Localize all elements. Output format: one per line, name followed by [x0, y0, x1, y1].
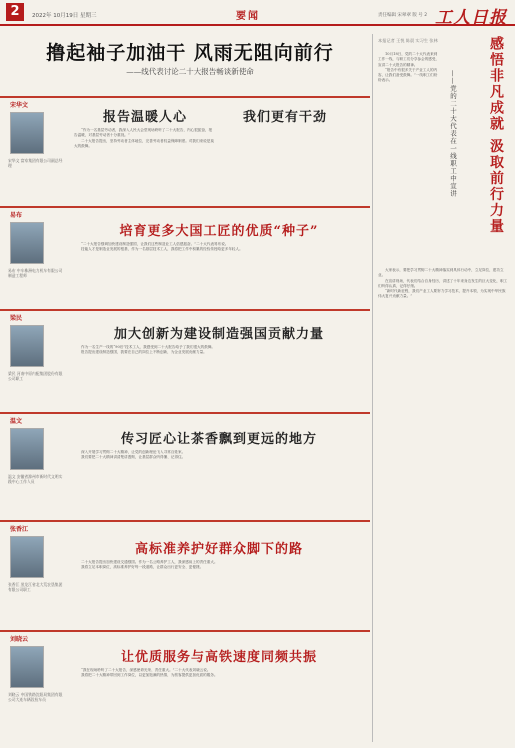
main-headline: 撸起袖子加油干 风雨无阻向前行: [46, 42, 334, 64]
section-title: 加大创新为建设制造强国贡献力量: [113, 327, 324, 342]
section-body: [74, 345, 362, 409]
section-block: [0, 96, 370, 206]
portrait-photo: [10, 428, 44, 470]
section-person-name: 易布: [10, 212, 23, 219]
section-title: 传习匠心让茶香飘到更远的地方: [120, 432, 317, 447]
section-person-name: 温文: [10, 418, 23, 425]
section-person-name: 刘晓云: [10, 636, 29, 643]
portrait-photo: [10, 325, 44, 367]
body-paragraph: “我在现场聆听了二十大报告，深感使命光荣、责任重大。”二十大代表刘晓云说。: [81, 668, 211, 672]
body-paragraph: 大家表示，要把学习贯彻二十大精神落实到具体行动中，立足岗位，建功立业。: [378, 268, 504, 278]
main-subheadline: ——线代表讨论二十大报告畅谈新使命: [126, 67, 254, 76]
body-paragraph: “新时代新征程，我们产业工人要努力学习技术，提升本领，为实现中华民族伟大复兴贡献力量。”: [378, 289, 506, 299]
masthead: [0, 0, 515, 26]
body-paragraph: 深入开展学习贯彻二十大精神，让党的创新理论飞入寻常百姓家。: [81, 450, 186, 454]
body-paragraph: 技能人才是制造业发展的根基，作为一名基层技术工人，我将把工作中积累的经验传授给更多年轻人。: [81, 247, 243, 252]
right-article-byline: 本报记者 王悦 陈晨 实习生 张林: [378, 38, 438, 43]
portrait-photo: [10, 112, 44, 154]
body-paragraph: “二十大报告强调加快建设制造强国，让我们这些制造业工人倍感振奋。”二十大代表易布说。: [81, 242, 229, 246]
page-number: 2: [6, 3, 24, 21]
portrait-caption: 温文 安徽省滁州市新时代文明实践中心工作人员: [8, 474, 63, 484]
portrait-caption: 梁民 河南中原内配集团股份有限公司职工: [8, 371, 63, 381]
section-title: 培育更多大国工匠的优质“种子”: [119, 224, 319, 239]
newspaper-logo: 工人日报: [435, 8, 507, 28]
section-title: 高标准养护好群众脚下的路: [134, 542, 303, 557]
body-paragraph: “报告中有很多关于产业工人的内容，让我们备受鼓舞。”一线职工们纷纷表示。: [378, 67, 438, 83]
body-paragraph: 作为一名生产一线的“90后”技术工人，我感受到二十大报告给予了我们很大的鼓舞。: [81, 345, 216, 349]
column-divider: [372, 34, 373, 742]
section-block: [0, 520, 370, 630]
section-block: [0, 630, 370, 742]
section-block: [0, 206, 370, 309]
body-paragraph: 我将把二十大精神带回到工作岗位，以更加饱满的热情，为旅客提供更加优质的服务。: [81, 673, 218, 678]
right-article-body-top: [378, 52, 440, 262]
section-body: [74, 128, 214, 204]
section-block: [0, 412, 370, 520]
body-paragraph: 二十大报告提出，坚持劳动者主体地位，完善劳动者权益保障制度。对我们来说是莫大的鼓舞。: [74, 138, 214, 148]
portrait-photo: [10, 222, 44, 264]
section-title-secondary: 我们更有干劲: [242, 110, 327, 125]
body-paragraph: 报告提出建设制造强国，我要在自己的岗位上不断创新，为企业发展贡献力量。: [81, 350, 207, 355]
section-title: 让优质服务与高铁速度同频共振: [120, 650, 317, 665]
portrait-photo: [10, 646, 44, 688]
right-article-title: 感悟非凡成就 汲取前行力量: [488, 36, 504, 235]
portrait-caption: 刘晓云 中国铁路沈阳局集团有限公司大连车辆段检车员: [8, 692, 63, 702]
portrait-caption: 宋华文 富家集团有限公司副总经理: [8, 158, 63, 168]
right-article-body: [378, 268, 508, 740]
section-person-name: 梁民: [10, 315, 23, 322]
section-body: [74, 560, 362, 626]
section-block: [0, 309, 370, 412]
section-body: [74, 450, 362, 516]
body-paragraph: “作为一名基层劳动者，我深入人民大会堂现场聆听了二十大报告，内心很振奋，报告温暖，对基层劳动者十分重视。”: [74, 128, 213, 138]
portrait-caption: 易布 中车株洲电力机车有限公司制造工程师: [8, 268, 63, 278]
body-paragraph: 我们要把二十大精神讲清楚讲透彻，让基层群众听得懂、记得住。: [81, 455, 186, 460]
right-article-subtitle: ——党的二十大代表在一线职工中宣讲: [449, 70, 457, 198]
body-paragraph: 在宣讲现场，代表们结合自身经历，讲述了十年来身边发生的巨大变化，职工们听得认真，记得仔细。: [378, 278, 508, 288]
section-body: [74, 668, 362, 738]
body-paragraph: 10月18日，党的二十大代表来到工作一线，与职工们分享参会的感受，宣讲二十大报告的精神。: [378, 52, 440, 67]
section-label: 要闻: [236, 11, 260, 22]
portrait-photo: [10, 536, 44, 578]
issue-date: 2022年 10月19日 星期三: [32, 13, 97, 19]
section-person-name: 张香江: [10, 526, 29, 533]
section-body: [74, 242, 362, 306]
portrait-caption: 张香江 黑龙江省北大荒农垦集团有限公司职工: [8, 582, 63, 592]
body-paragraph: 二十大报告提出加快建设交通强国。作为一名公路养护工人，我深感肩上的责任重大。: [81, 560, 218, 564]
editor-info: 责任编辑 宋翠翠 版 号 2: [378, 13, 428, 18]
body-paragraph: 我将立足本职岗位，高标准养护好每一段道路，让群众出行更安全、更便捷。: [81, 565, 204, 570]
section-person-name: 宋华文: [10, 102, 29, 109]
section-title: 报告温暖人心: [102, 110, 187, 125]
